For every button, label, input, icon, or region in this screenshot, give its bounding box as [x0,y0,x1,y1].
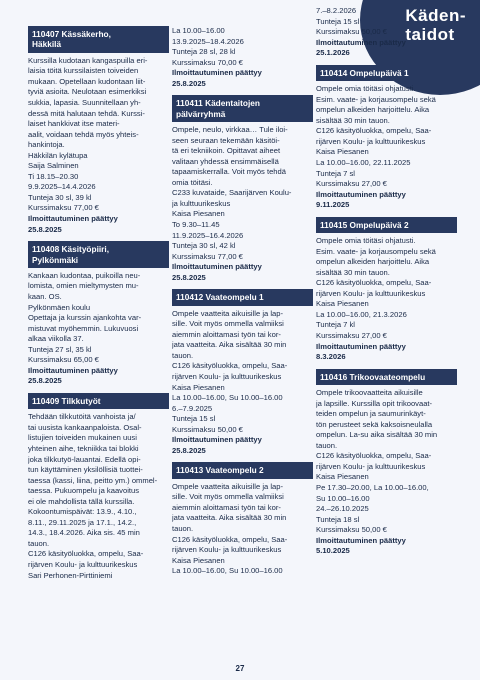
course-header [172,289,313,305]
text-line: sisältää 30 min tauon. [316,115,390,125]
course-110416 [316,369,457,557]
text-line: 7.–8.2.2026 [316,6,357,15]
course-body [316,6,457,38]
text-line: dessä mitä halutaan tehdä. Kurssi- [28,108,145,118]
deadline-date: 25.8.2025 [28,224,62,234]
text-line: Kankaan kudontaa, puikoilla neu- [28,270,141,280]
course-header [316,369,457,385]
text-line: Ompele omia töitäsi ohjatusti. [316,236,416,246]
course-110408 [28,241,169,387]
text-line: C126 käsityöluokka, ompelu, Saa- [316,451,432,461]
text-line: mukaan. Opetellaan kudontaan liit- [28,76,146,86]
text-line: Kurssimaksu 50,00 € [316,27,387,37]
text-line: jata vaatteita. Aika sisältää 30 min [172,340,287,350]
deadline-date: 8.3.2026 [316,352,346,362]
text-line: joka tilkkutyö-lauantai. Edellä opi- [28,454,141,464]
text-line: Kurssimaksu 65,00 € [28,355,99,365]
text-line: 6.–7.9.2025 [172,403,213,413]
course-body [28,56,169,214]
text-line: mistuvat myöhemmin. Lukuvuosi [28,323,139,333]
text-line: 14.3., 18.4.2026. Aika sis. 45 min [28,528,140,538]
text-line: Kaisa Piesanen [172,209,225,219]
course-title: 110415 Ompelupäivä 2 [320,219,409,230]
deadline-label: Ilmoittautuminen päättyy [172,435,262,445]
text-line: sukkia, lapasia. Suunnitellaan yh- [28,98,141,107]
text-line: seen seuraan tekemään käsitöi- [172,135,280,145]
text-line: Ompele omia töitäsi ohjatusti. [316,84,416,94]
course-body [28,271,169,366]
text-line: Tunteja 7 kl [316,320,355,330]
course-110409 [28,393,169,581]
deadline-label: Ilmoittautuminen päättyy [316,535,406,545]
course-110414 [316,65,457,211]
text-line: rijärven Koulu- ja kulttuurikeskus [172,371,282,381]
text-line: La 10.00–16.00, Su 10.00–16.00 [172,566,283,576]
text-line: La 10.00–16.00, 22.11.2025 [316,157,411,167]
text-line: alkaa viikolla 37. [28,334,84,344]
deadline-date: 9.11.2025 [316,200,350,210]
text-line: Tunteja 15 sl [316,16,360,26]
course-title: 110414 Ompelupäivä 1 [320,67,409,78]
text-line: ei ole mahdollista tällä kurssilla. [28,496,135,506]
text-line: Sari Perhonen-Pirttiniemi [28,570,113,580]
deadline-date: 25.8.2025 [172,272,206,282]
course-header [316,65,457,81]
text-line: Ompele vaatteita aikuisille ja lap- [172,308,284,318]
text-line: Kurssimaksu 70,00 € [172,57,243,67]
page-number: 27 [235,664,245,673]
deadline-label: Ilmoittautuminen päättyy [172,262,262,272]
text-line: tapaamiskerralla. Voit myös tehdä [172,167,286,177]
text-line: Kurssimaksu 27,00 € [316,179,387,189]
text-line: Ompele, neulo, virkkaa… Tule iloi- [172,125,288,135]
text-line: 8.11., 29.11.2025 ja 17.1., 14.2., [28,517,137,527]
text-line: ompelun alkeiden harjoittelu. Aika [316,105,430,115]
course-title: 110412 Vaateompelu 1 [176,292,264,303]
text-line: rijärven Koulu- ja kulttuurikeskus [28,560,138,569]
course-header [172,95,313,122]
deadline-label: Ilmoittautuminen päättyy [316,37,406,47]
text-line: ja lapsille. Kurssilla opit trikoovaat- [316,398,433,408]
text-line: ompelun. La-su aika sisältää 30 min [316,430,438,440]
text-line: aiemmin aloittamasi työn tai kor- [172,329,281,339]
course-body [316,236,457,341]
text-line: To 9.30–11.45 [172,220,220,230]
text-line: La 10.00–16.00, 21.3.2026 [316,309,407,319]
text-line: sille. Voit myös ommella valmiiksi [172,492,284,502]
course-body [172,482,313,577]
text-line: Kurssimaksu 77,00 € [172,251,243,261]
course-title: 110411 Kädentaitojen [176,98,260,109]
text-line: tauon. [172,523,194,533]
column-2 [172,26,313,583]
text-line: Esim. vaate- ja korjausompelu sekä [316,94,436,104]
course-110412 [172,289,313,456]
text-line: ja kulttuurikeskus [172,198,231,208]
text-line: Häkkilän kylätupa [28,150,88,160]
text-line: 13.9.2025–18.4.2026 [172,36,244,46]
text-line: aiemmin aloittamasi työn tai kor- [172,502,281,512]
text-line: La 10.00–16.00 [172,26,225,35]
text-line: 24.–26.10.2025 [316,504,369,514]
text-line: tyviä asioita. Neulotaan esimerkiksi [28,87,147,97]
text-line: teiden ompelun ja saumurinkäyt- [316,409,426,419]
course-body [172,26,313,68]
text-line: Kaisa Piesanen [172,382,225,392]
course-title: pälvärryhmä [176,108,226,119]
section-title-line1: Käden- [405,6,466,25]
text-line: Tunteja 30 sl, 39 kl [28,192,92,202]
course-body [28,412,169,581]
course-body [316,388,457,536]
text-line: kaan. OS. [28,292,62,302]
deadline-label: Ilmoittautuminen päättyy [28,365,118,375]
text-line: tauon. [316,440,338,450]
text-line: jata vaatteita. Aika sisältää 30 min [172,513,287,523]
course-header [28,241,169,268]
course-header [28,393,169,409]
text-line: Pe 17.30–20.00, La 10.00–16.00, [316,483,429,492]
course-110415 [316,217,457,363]
text-line: yhteinen aihe, tekniikka tai blokki [28,443,139,453]
text-line: Kurssimaksu 50,00 € [316,525,387,535]
text-line: Kaisa Piesanen [172,555,225,565]
course-body [316,84,457,189]
deadline-label: Ilmoittautuminen päättyy [316,341,406,351]
text-line: laiset hankkivat itse materi- [28,119,120,129]
text-line: Kurssimaksu 27,00 € [316,331,387,341]
text-line: tauon. [28,538,50,548]
course-title: 110409 Tilkkutyöt [32,395,101,406]
text-line: tön perusteet sekä kaksoisneulalla [316,419,433,429]
text-line: Kurssimaksu 77,00 € [28,203,99,213]
course-body [172,125,313,262]
text-line: Saija Salminen [28,161,79,171]
text-line: listujien toiveiden mukainen uusi [28,433,137,443]
text-line: 9.9.2025–14.4.2026 [28,182,96,192]
text-line: La 10.00–16.00, Su 10.00–16.00 [172,393,283,403]
course-110411 [172,95,313,283]
course-110409-continued [172,26,313,89]
course-title: 110407 Kässäkerho, [32,29,111,39]
text-line: rijärven Koulu- ja kulttuurikeskus [172,545,282,555]
text-line: Tunteja 28 sl, 28 kl [172,47,236,57]
course-110413-continued [316,6,457,59]
text-line: C126 käsityöluokka, ompelu, Saa- [172,534,288,544]
text-line: rijärven Koulu- ja kulttuurikeskus [316,136,426,146]
course-header [28,26,169,53]
text-line: Tunteja 15 sl [172,414,216,424]
text-line: 11.9.2025–16.4.2026 [172,230,244,240]
text-line: tauon. [172,350,194,360]
course-title: Häkkilä [32,39,62,50]
deadline-label: Ilmoittautuminen päättyy [172,68,262,78]
column-3 [316,6,457,563]
column-1 [28,26,169,587]
text-line: tun käyttäminen yksilöllisiä tuottei- [28,465,143,475]
deadline-date: 25.8.2025 [172,78,206,88]
text-line: C233 kuvataide, Saarijärven Koulu- [172,188,292,198]
course-110407 [28,26,169,235]
deadline-label: Ilmoittautuminen päättyy [28,214,118,224]
deadline-date: 5.10.2025 [316,546,350,556]
deadline-date: 25.1.2026 [316,48,350,58]
text-line: Kurssilla kudotaan kangaspuilla eri- [28,55,148,65]
text-line: Ompele trikoovaatteita aikuisille [316,388,423,398]
text-line: rijärven Koulu- ja kulttuurikeskus [316,461,426,471]
text-line: Tunteja 18 sl [316,514,360,524]
text-line: Ompele vaatteita aikuisille ja lap- [172,481,284,491]
text-line: C126 käsityöluokka, ompelu, Saa- [172,361,288,371]
text-line: Tehdään tilkkutöitä vanhoista ja/ [28,412,136,422]
text-line: Kaisa Piesanen [316,147,369,157]
course-title: 110416 Trikoovaateompelu [320,371,426,382]
course-header [316,217,457,233]
text-line: lomista, omien mieltymysten mu- [28,281,139,291]
text-line: taessa. Pukuompelu ja kaavoitus [28,486,140,496]
text-line: Su 10.00–16.00 [316,493,370,503]
text-line: taessa (kassi, liina, peitto ym.) ommel- [28,475,158,485]
text-line: Esim. vaate- ja korjausompelu sekä [316,246,436,256]
text-line: aalit, voidaan tehdä myös yhteis- [28,129,139,139]
text-line: ompelun alkeiden harjoittelu. Aika [316,257,430,267]
text-line: hankintoja. [28,140,65,150]
course-title: Pylkönmäki [32,254,79,265]
course-title: 110408 Käsityöpiiri, [32,244,110,255]
text-line: sille. Voit myös ommella valmiiksi [172,319,284,329]
text-line: laisia töitä kurssilaisten toiveiden [28,66,139,76]
deadline-date: 25.8.2025 [28,376,62,386]
text-line: omia töitäsi. [172,177,213,187]
text-line: Pylkönmäen koulu [28,302,91,312]
course-body [172,309,313,436]
text-line: C126 käsityöluokka, ompelu, Saa- [28,549,144,559]
text-line: Tunteja 7 sl [316,168,355,178]
section-title-line2: taidot [405,25,455,44]
text-line: Kaisa Piesanen [316,299,369,309]
text-line: Tunteja 30 sl, 42 kl [172,241,236,251]
text-line: Tunteja 27 sl, 35 kl [28,344,92,354]
text-line: Kaisa Piesanen [316,472,369,482]
text-line: valitaan yhdessä ensimmäisellä [172,156,279,166]
course-title: 110413 Vaateompelu 2 [176,465,264,476]
course-110413 [172,462,313,576]
deadline-label: Ilmoittautuminen päättyy [316,189,406,199]
text-line: tä eri tekniikoin. Opittavat aiheet [172,146,281,156]
text-line: C126 käsityöluokka, ompelu, Saa- [316,278,432,288]
text-line: Kurssimaksu 50,00 € [172,424,243,434]
deadline-date: 25.8.2025 [172,445,206,455]
text-line: rijärven Koulu- ja kulttuurikeskus [316,288,426,298]
text-line: C126 käsityöluokka, ompelu, Saa- [316,126,432,136]
text-line: sisältää 30 min tauon. [316,267,390,277]
text-line: Kokoontumispäivät: 13.9., 4.10., [28,507,137,517]
text-line: Ti 18.15–20.30 [28,171,79,181]
course-header [172,462,313,478]
text-line: tai uusista kankaanpaloista. Osal- [28,422,142,432]
text-line: Opettaja ja kurssin ajankohta var- [28,313,142,323]
